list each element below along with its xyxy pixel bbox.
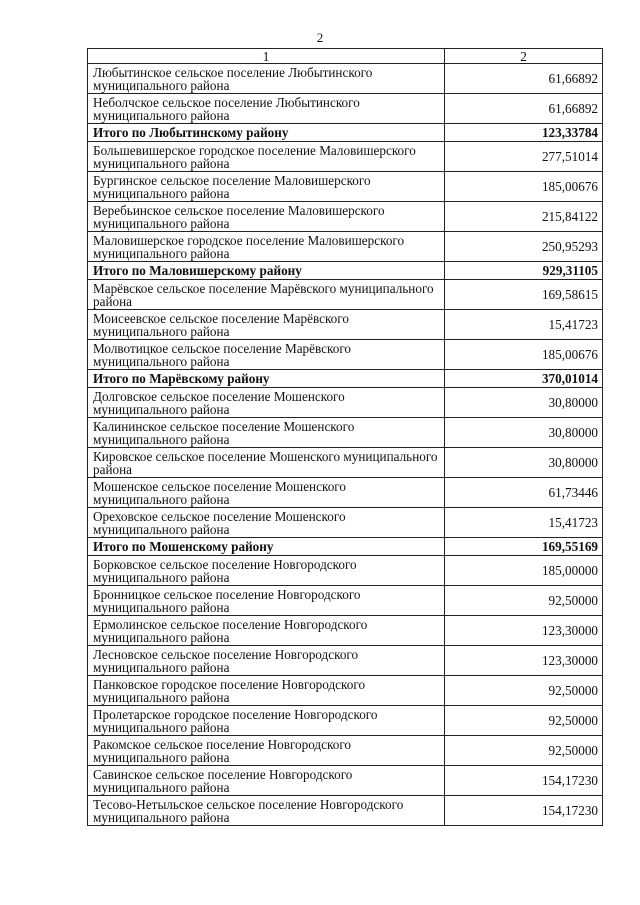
district-total-label: Итого по Мошенскому району: [88, 538, 445, 556]
settlement-name: Бургинское сельское поселение Маловишерского муниципального района: [88, 172, 445, 202]
table-row: [88, 310, 603, 340]
table-row: [88, 736, 603, 766]
allocation-value: 61,66892: [445, 64, 603, 94]
settlement-name: Любытинское сельское поселение Любытинского муниципального района: [88, 64, 445, 94]
settlement-name: Тесово-Нетыльское сельское поселение Новгородского муниципального района: [88, 796, 445, 826]
allocation-value: 250,95293: [445, 232, 603, 262]
settlement-name: Бронницкое сельское поселение Новгородского муниципального района: [88, 586, 445, 616]
allocation-value: 92,50000: [445, 586, 603, 616]
allocation-value: 154,17230: [445, 796, 603, 826]
allocation-value: 30,80000: [445, 448, 603, 478]
allocation-value: 30,80000: [445, 388, 603, 418]
settlement-name: Савинское сельское поселение Новгородского муниципального района: [88, 766, 445, 796]
table-row: [88, 232, 603, 262]
table-row: [88, 172, 603, 202]
settlement-name: Ермолинское сельское поселение Новгородского муниципального района: [88, 616, 445, 646]
district-total-row: [88, 370, 603, 388]
district-total-label: Итого по Марёвскому району: [88, 370, 445, 388]
district-total-value: 929,31105: [445, 262, 603, 280]
settlement-name: Калининское сельское поселение Мошенского муниципального района: [88, 418, 445, 448]
allocation-value: 61,73446: [445, 478, 603, 508]
table-row: [88, 94, 603, 124]
settlement-name: Борковское сельское поселение Новгородского муниципального района: [88, 556, 445, 586]
settlement-name: Долговское сельское поселение Мошенского муниципального района: [88, 388, 445, 418]
district-total-value: 123,33784: [445, 124, 603, 142]
district-total-value: 370,01014: [445, 370, 603, 388]
table-row: [88, 646, 603, 676]
settlement-name: Панковское городское поселение Новгородского муниципального района: [88, 676, 445, 706]
allocation-value: 92,50000: [445, 676, 603, 706]
allocation-value: 185,00000: [445, 556, 603, 586]
table-row: [88, 616, 603, 646]
district-total-row: [88, 262, 603, 280]
allocation-value: 169,58615: [445, 280, 603, 310]
district-total-label: Итого по Любытинскому району: [88, 124, 445, 142]
table-row: [88, 280, 603, 310]
allocation-value: 123,30000: [445, 616, 603, 646]
allocation-value: 185,00676: [445, 172, 603, 202]
table-row: [88, 448, 603, 478]
allocation-value: 123,30000: [445, 646, 603, 676]
table-row: [88, 706, 603, 736]
table-row: [88, 676, 603, 706]
table-row: [88, 388, 603, 418]
allocation-value: 277,51014: [445, 142, 603, 172]
allocation-value: 154,17230: [445, 766, 603, 796]
settlement-name: Пролетарское городское поселение Новгородского муниципального района: [88, 706, 445, 736]
table-row: [88, 556, 603, 586]
table-row: [88, 340, 603, 370]
settlement-name: Веребьинское сельское поселение Маловишерского муниципального района: [88, 202, 445, 232]
district-total-row: [88, 124, 603, 142]
allocation-value: 15,41723: [445, 508, 603, 538]
settlement-name: Ракомское сельское поселение Новгородского муниципального района: [88, 736, 445, 766]
settlement-name: Мошенское сельское поселение Мошенского муниципального района: [88, 478, 445, 508]
column-header-1: 1: [88, 49, 445, 64]
table-row: [88, 796, 603, 826]
settlement-name: Кировское сельское поселение Мошенского муниципального района: [88, 448, 445, 478]
table-row: [88, 202, 603, 232]
page-number: 2: [316, 30, 324, 45]
settlement-name: Молвотицкое сельское поселение Марёвского муниципального района: [88, 340, 445, 370]
header-row: [88, 49, 603, 64]
settlement-name: Маловишерское городское поселение Маловишерского муниципального района: [88, 232, 445, 262]
allocation-value: 61,66892: [445, 94, 603, 124]
allocation-value: 30,80000: [445, 418, 603, 448]
settlement-name: Ореховское сельское поселение Мошенского муниципального района: [88, 508, 445, 538]
district-total-value: 169,55169: [445, 538, 603, 556]
settlement-name: Моисеевское сельское поселение Марёвского муниципального района: [88, 310, 445, 340]
allocation-value: 92,50000: [445, 706, 603, 736]
allocation-value: 185,00676: [445, 340, 603, 370]
allocation-value: 92,50000: [445, 736, 603, 766]
table-row: [88, 64, 603, 94]
table-row: [88, 478, 603, 508]
settlement-name: Большевишерское городское поселение Маловишерского муниципального района: [88, 142, 445, 172]
table-body: [88, 49, 603, 826]
table-row: [88, 586, 603, 616]
allocation-value: 215,84122: [445, 202, 603, 232]
column-header-2: 2: [445, 49, 603, 64]
table-row: [88, 766, 603, 796]
settlement-name: Неболчское сельское поселение Любытинского муниципального района: [88, 94, 445, 124]
settlement-name: Марёвское сельское поселение Марёвского муниципального района: [88, 280, 445, 310]
allocation-table: [87, 48, 603, 826]
table-row: [88, 142, 603, 172]
allocation-value: 15,41723: [445, 310, 603, 340]
settlement-name: Лесновское сельское поселение Новгородского муниципального района: [88, 646, 445, 676]
district-total-row: [88, 538, 603, 556]
table-row: [88, 508, 603, 538]
district-total-label: Итого по Маловишерскому району: [88, 262, 445, 280]
table-row: [88, 418, 603, 448]
